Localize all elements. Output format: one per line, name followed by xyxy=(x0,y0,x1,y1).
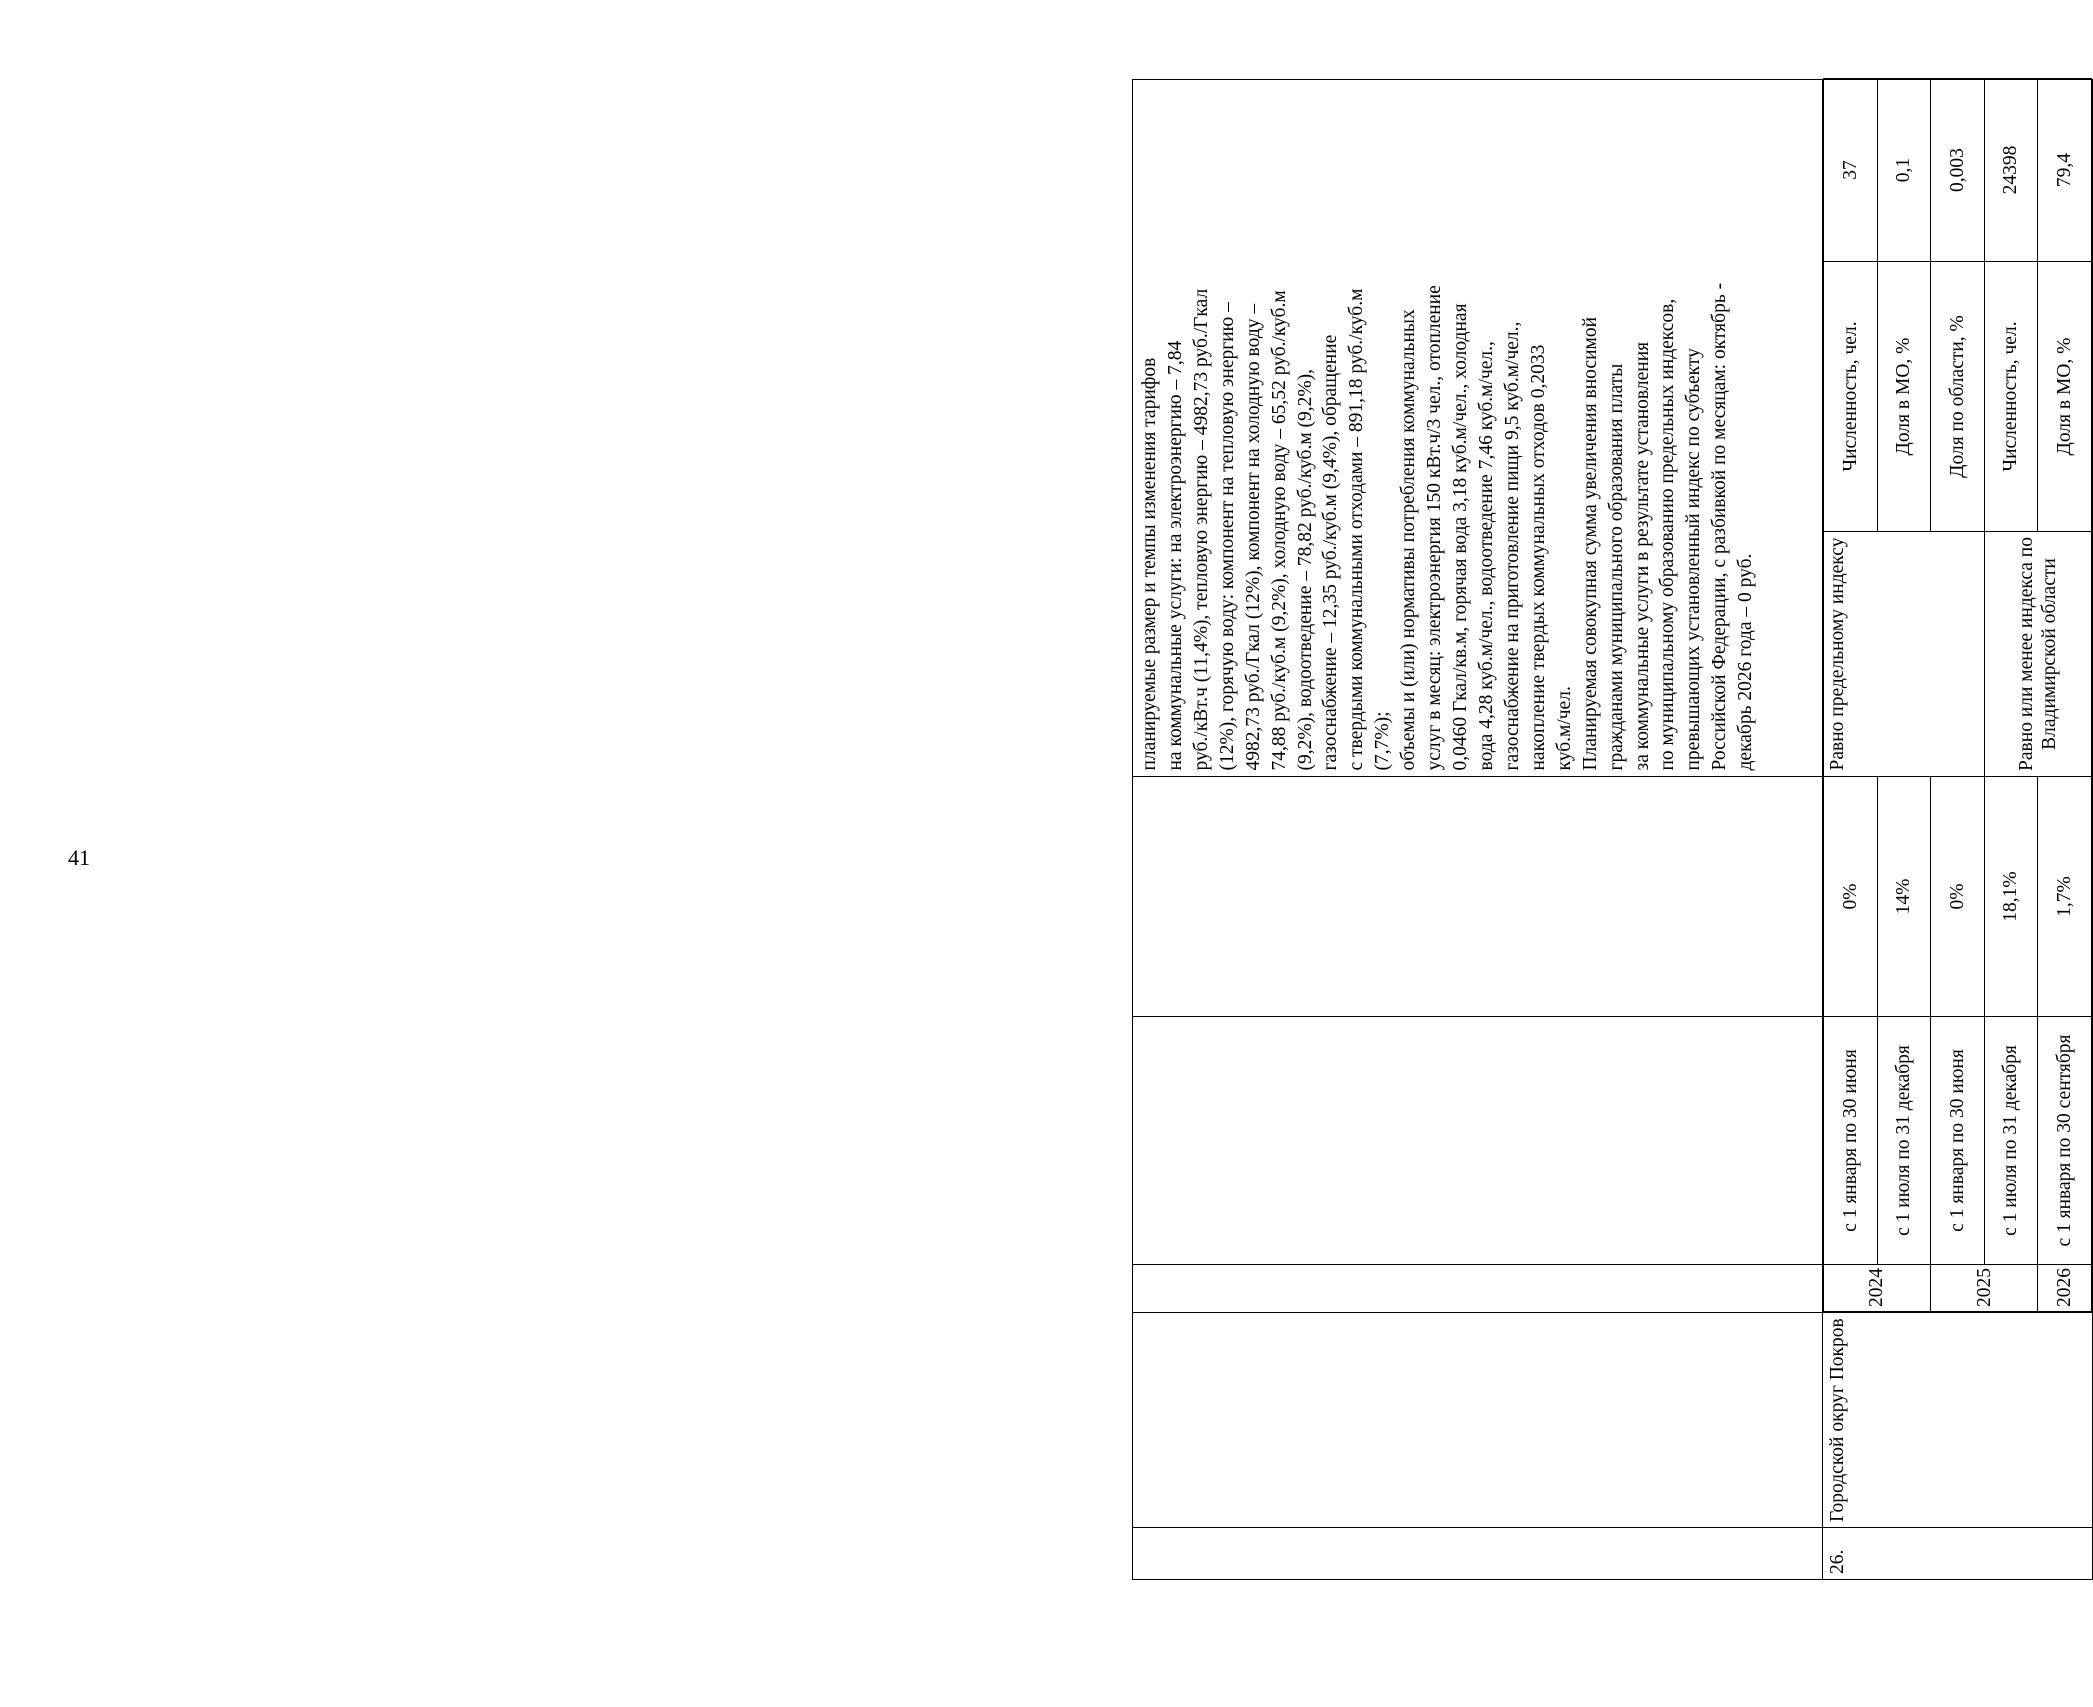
table-row-top xyxy=(1133,80,1823,1580)
period-index: 18,1% xyxy=(1984,777,2038,1017)
metric-label: Численность, чел. xyxy=(1824,262,1878,532)
period-index: 0% xyxy=(1931,777,1985,1017)
year-cell: 2026 xyxy=(2038,1265,2092,1312)
top-right-grid xyxy=(1133,79,1822,1312)
metric-value: 24398 xyxy=(1984,79,2038,262)
period-range: с 1 января по 30 июня xyxy=(1931,1017,1985,1265)
period-index: 14% xyxy=(1877,777,1931,1017)
period-index: 0% xyxy=(1824,777,1878,1017)
tariff-table xyxy=(1132,79,2093,1580)
metric-value: 79,4 xyxy=(2038,79,2092,262)
metric-label: Доля по области, % xyxy=(1931,262,1985,532)
tariff-description: планируемые размер и темпы изменения тарифов на коммунальные услуги: на электроэнергию – 7,84 руб./кВт.ч (11,4%), тепловую энергию – 4982,73 руб./Гкал (12%), горячую воду: компонент на тепловую энергию – 4982,73 руб./Гкал (12%), компонент на холодную воду – 74,88 руб./куб.м (9,2%), холодную воду – 65,52 руб./куб.м (9,2%), водоотведение – 78,82 руб./куб.м (9,2%), газоснабжение – 12,35 руб./куб.м (9,4%), обращение с твердыми коммунальными отходами – 891,18 руб./куб.м (7,7%); объемы и (или) нормативы потребления коммунальных услуг в месяц: электроэнергия 150 кВт.ч/3 чел., отопление 0,0460 Гкал/кв.м, горячая вода 3,18 куб.м/чел., холодная вода 4,28 куб.м/чел., водоотведение 7,46 куб.м/чел., газоснабжение на приготовление пищи 9,5 куб.м/чел., накопление твердых коммунальных отходов 0,2033 куб.м/чел. Планируемая совокупная сумма увеличения вносимой гражданами муниципального образования платы за коммунальные услуги в результате установления по муниципальному образованию предельных индексов, превышающих установленный индекс по субъекту Российской Федерации, с разбивкой по месяцам: октябрь - декабрь 2026 года – 0 руб. xyxy=(1139,282,1757,771)
year-cell: 2025 xyxy=(1931,1265,2038,1312)
municipality-name: Городской округ Покров xyxy=(1823,1313,2093,1528)
page-number: 41 xyxy=(68,845,90,870)
group-label: Равно или менее индекса по Владимирской области xyxy=(1984,532,2091,777)
metric-label: Доля в МО, % xyxy=(1877,262,1931,532)
period-range: с 1 июля по 31 декабря xyxy=(1984,1017,2038,1265)
period-range: с 1 января по 30 июня xyxy=(1824,1017,1878,1265)
metric-value: 37 xyxy=(1824,79,1878,262)
metric-label: Численность, чел. xyxy=(1984,262,2038,532)
period-range: с 1 июля по 31 декабря xyxy=(1877,1017,1931,1265)
year-cell: 2024 xyxy=(1824,1265,1931,1312)
period-index: 1,7% xyxy=(2038,777,2092,1017)
metric-label: Доля в МО, % xyxy=(2038,262,2092,532)
period-range: с 1 января по 30 сентября xyxy=(2038,1017,2092,1265)
metric-value: 0,003 xyxy=(1931,79,1985,262)
metric-value: 0,1 xyxy=(1877,79,1931,262)
group-label: Равно предельному индексу xyxy=(1824,532,1985,777)
table-row-26 xyxy=(1823,80,2093,1580)
rotated-table-container xyxy=(1132,80,2092,1580)
periods-grid xyxy=(1823,78,2092,1312)
row-number: 26. xyxy=(1823,1528,2093,1580)
